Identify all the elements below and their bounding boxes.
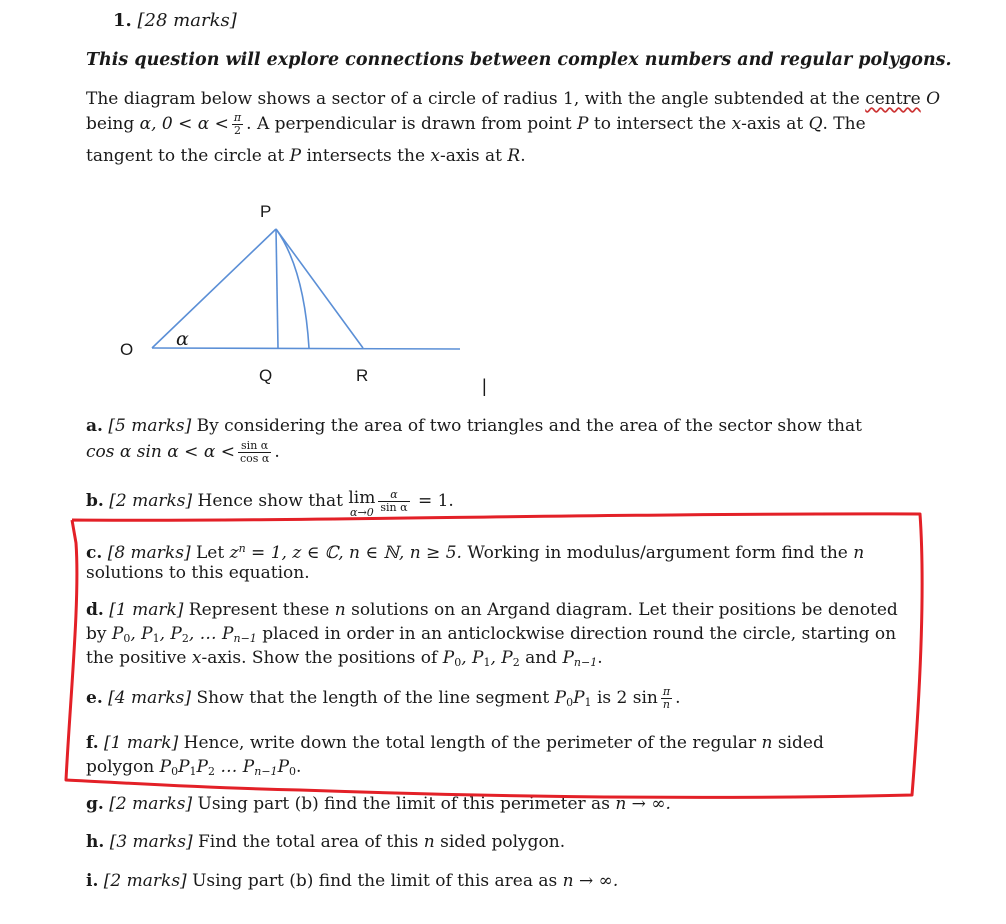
part-c-conditions: = 1, z ∈ ℂ, n ∈ ℕ, n ≥ 5. (245, 543, 462, 563)
part-i-label: i. (86, 871, 99, 891)
n-to-infinity: n → ∞. (562, 871, 619, 891)
part-a-marks: [5 marks] (108, 416, 192, 436)
part-b-text: Hence show that (192, 491, 349, 511)
subscript: n−1 (573, 656, 598, 669)
desc-text: The diagram below shows a sector of a circle of radius 1, with the angle subtended at the (86, 89, 866, 109)
p-var: P (289, 146, 302, 166)
red-outline (66, 514, 922, 798)
desc-text: . The (822, 114, 866, 134)
part-e-marks: [4 marks] (108, 688, 192, 708)
equals-one: = 1. (417, 491, 454, 511)
part-b-marks: [2 marks] (109, 491, 193, 511)
p-var: P (277, 757, 290, 777)
subscript: 2 (208, 765, 215, 778)
part-c-label: c. (86, 543, 103, 563)
subscript: 2 (181, 632, 189, 645)
p-var: P (554, 688, 567, 708)
text-cursor: | (482, 376, 487, 396)
desc-text: intersects the (301, 146, 431, 166)
x-var: x (430, 146, 441, 166)
centre-word: centre (865, 89, 921, 109)
z-var: z (229, 543, 239, 563)
subscript: 0 (289, 765, 297, 778)
label-o: O (120, 340, 134, 359)
n-exponent: n (238, 542, 246, 555)
n-var: n (853, 543, 865, 563)
part-c-marks: [8 marks] (107, 543, 191, 563)
label-r: R (356, 366, 369, 385)
label-q: Q (259, 366, 273, 385)
o-var: O (926, 89, 941, 109)
p-var: , P (461, 648, 484, 668)
part-c-text: Let (190, 543, 230, 563)
period: . (675, 688, 681, 708)
subscript: 1 (189, 765, 197, 778)
frac-den: sin α (380, 501, 408, 514)
desc-text: to intersect the (588, 114, 732, 134)
p-var: P (178, 757, 190, 777)
part-g-text: Using part (b) find the limit of this perimeter as (192, 794, 616, 814)
p-var: P (562, 648, 574, 668)
p-var: , … P (188, 624, 234, 644)
part-i-marks: [2 marks] (103, 871, 187, 891)
subscript: 1 (483, 656, 491, 669)
period: . (274, 442, 280, 462)
subscript: 0 (454, 656, 462, 669)
subscript: 0 (171, 765, 179, 778)
p-var: , P (159, 624, 182, 644)
desc-text: . (520, 146, 526, 166)
p-var: P (111, 624, 124, 644)
x-var: x (731, 114, 742, 134)
p-var: P (577, 114, 589, 134)
part-h-marks: [3 marks] (109, 832, 193, 852)
part-d-text: the positive (86, 648, 192, 668)
part-c-text: Working in modulus/argument form find the (461, 543, 854, 563)
p-var: P (196, 757, 208, 777)
subscript: 0 (566, 696, 574, 709)
part-d-label: d. (86, 600, 104, 620)
part-h-text: Find the total area of this (192, 832, 424, 852)
desc-text: being (86, 114, 140, 134)
part-h-label: h. (86, 832, 105, 852)
q-var: Q (808, 114, 823, 134)
desc-text: tangent to the circle at (86, 146, 290, 166)
r-var: R (507, 146, 521, 166)
p-var: P (442, 648, 455, 668)
frac-num: sin α (238, 440, 271, 453)
part-a-label: a. (86, 416, 103, 436)
part-f-text: polygon (86, 757, 160, 777)
part-b-label: b. (86, 491, 104, 511)
subscript: 1 (152, 632, 160, 645)
part-d-text: -axis. Show the positions of (201, 648, 443, 668)
subscript: 2 (512, 656, 520, 669)
part-d-text: Represent these (183, 600, 335, 620)
part-g-marks: [2 marks] (109, 794, 193, 814)
frac-num: π (662, 685, 671, 698)
n-var: n (761, 733, 773, 753)
question-marks: [28 marks] (137, 10, 237, 31)
part-f-marks: [1 mark] (104, 733, 179, 753)
part-d-text: solutions on an Argand diagram. Let their positions be denoted (345, 600, 898, 620)
part-f-text: Hence, write down the total length of the perimeter of the regular (178, 733, 762, 753)
part-g-label: g. (86, 794, 104, 814)
lim-under: α→0 (350, 506, 374, 519)
subscript: 1 (584, 696, 592, 709)
frac-num: π (233, 111, 242, 124)
lim-text: lim (348, 488, 376, 508)
n-to-infinity: n → ∞. (615, 794, 671, 814)
p-var: , P (490, 648, 513, 668)
x-var: x (191, 648, 202, 668)
frac-den: 2 (234, 124, 242, 137)
part-d-text: and (519, 648, 563, 668)
frac-den: cos α (239, 452, 270, 465)
part-a-inequality: cos α sin α < α < (86, 442, 235, 462)
part-f-label: f. (86, 733, 99, 753)
label-alpha: α (176, 328, 189, 350)
label-p: P (260, 202, 272, 221)
part-e-text: Show that the length of the line segment (191, 688, 555, 708)
p-var: , P (130, 624, 153, 644)
period: . (597, 648, 603, 668)
alpha-range: α, 0 < α < (139, 114, 229, 134)
p-var: P (159, 757, 172, 777)
desc-text: -axis at (741, 114, 809, 134)
subscript: n−1 (233, 632, 257, 645)
n-var: n (423, 832, 435, 852)
part-a-text: By considering the area of two triangles and the area of the sector show that (191, 416, 862, 436)
frac-num: α (378, 489, 409, 502)
subscript: n−1 (254, 765, 278, 778)
part-d-marks: [1 mark] (109, 600, 184, 620)
subscript: 0 (123, 632, 131, 645)
part-d-text: placed in order in an anticlockwise direction round the circle, starting on (256, 624, 897, 644)
part-i-text: Using part (b) find the limit of this area as (186, 871, 563, 891)
part-c-line-2: solutions to this equation. (86, 563, 310, 583)
part-h-text: sided polygon. (434, 832, 566, 852)
p-var: … P (215, 757, 255, 777)
n-var: n (334, 600, 346, 620)
question-intro: This question will explore connections between complex numbers and regular polygons. (86, 50, 952, 70)
part-e-label: e. (86, 688, 103, 708)
desc-text: . A perpendicular is drawn from point (246, 114, 578, 134)
part-f-text: sided (772, 733, 824, 753)
frac-den: n (662, 698, 671, 711)
question-number: 1. (113, 10, 132, 31)
part-d-text: by (86, 624, 112, 644)
period: . (296, 757, 302, 777)
desc-text: -axis at (440, 146, 508, 166)
part-e-text: is 2 sin (591, 688, 658, 708)
p-var: P (573, 688, 585, 708)
